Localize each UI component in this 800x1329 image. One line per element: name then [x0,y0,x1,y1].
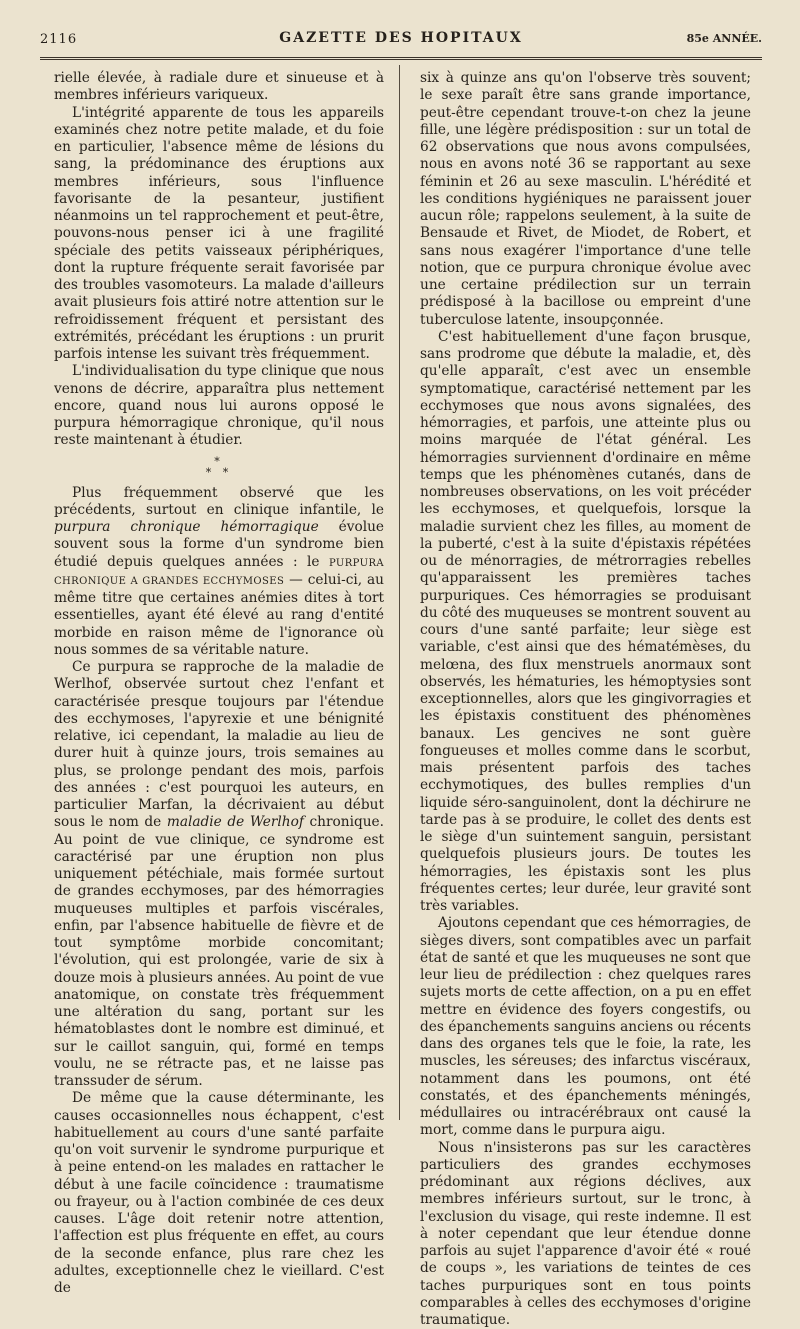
paragraph [54,485,384,660]
text-run: évolue souvent sous la forme d'un syndrome bien étudié depuis quelques années : le [54,519,384,570]
page-number: 2116 [40,32,77,47]
italic-term: maladie de Werlhof [167,814,304,830]
paragraph: Ajoutons cependant que ces hémorragies, de sièges divers, sont compatibles avec un parfait état de santé et que les muqueuses ne sont que leur lieu de prédilection : chez quelques rares sujets morts de cette affection, on a pu en effet mettre en évidence des foyers congestifs, ou des épanchements sanguins anciens ou récents dans des organes tels que le foie, la rate, les muscles, les séreuses; des infarctus viscéraux, notamment dans les poumons, ont été constatés, et des épanchements méningés, médullaires ou intracérébraux ont causé la mort, comme dans le purpura aigu. [420,915,751,1139]
journal-title: GAZETTE DES HOPITAUX [40,30,762,46]
year-label: 85e ANNÉE. [687,32,762,45]
right-column [420,70,751,1329]
paragraph: Nous n'insisterons pas sur les caractères particuliers des grandes ecchymoses prédominant aux régions déclives, aux membres inférieurs surtout, sur le tronc, à l'exclusion du visage, qui reste indemne. Il est à noter cependant que leur étendue donne parfois au sujet l'apparence d'avoir été « roué de coups », les variations de teintes de ces taches purpuriques sont en tous points comparables à celles des ecchymoses d'origine traumatique. [420,1140,751,1329]
column-divider [399,65,400,1120]
text-run: — celui-ci, au même titre que certaines anémies dites à tort essentielles, ayant été élevé au rang d'entité morbide en raison même de l'ignorance où nous sommes de sa véritable nature. [54,572,384,658]
paragraph: L'individualisation du type clinique que nous venons de décrire, apparaîtra plus nettement encore, quand nous lui aurons opposé le purpura hémorragique chronique, qu'il nous reste maintenant à étudier. [54,363,384,449]
asterism-bottom: * * [54,467,384,478]
text-run: chronique. Au point de vue clinique, ce syndrome est caractérisé par une éruption non plus uniquement pétéchiale, mais formée surtout de grandes ecchymoses, par des hémorragies muqueuses multiples et parfois viscérales, enfin, par l'absence habituelle de fièvre et de tout symptôme morbide concomitant; l'évolution, qui est prolongée, varie de six à douze mois à plusieurs années. Au point de vue anatomique, on constate très fréquemment une altération du sang, portant sur les hématoblastes dont le nombre est diminué, et sur le caillot sanguin, qui, formé en temps voulu, ne se rétracte pas, et ne laisse pas transsuder de sérum. [54,814,384,1089]
asterism-top: * [54,456,384,467]
small-caps-term: PURPURA CHRONIQUE A GRANDES ECCHYMOSES [54,558,384,587]
paragraph: rielle élevée, à radiale dure et sinueuse et à membres inférieurs variqueux. [54,70,384,105]
paragraph: De même que la cause déterminante, les causes occasionnelles nous échappent, c'est habituellement au cours d'une santé parfaite qu'on voit survenir le syndrome purpurique et à peine entend-on les malades en rattacher le début à une facile coïncidence : traumatisme ou frayeur, ou à l'action combinée de ces deux causes. L'âge doit retenir notre attention, l'affection est plus fréquente en effet, au cours de la seconde enfance, plus rare chez les adultes, exceptionnelle chez le vieillard. C'est de [54,1090,384,1297]
paragraph: L'intégrité apparente de tous les appareils examinés chez notre petite malade, et du foie en particulier, l'absence même de lésions du sang, la prédominance des éruptions aux membres inférieurs, sous l'influence favorisante de la pesanteur, justifient néanmoins un tel rapprochement et peut-être, pouvons-nous penser ici à une fragilité spéciale des petits vaisseaux périphériques, dont la rupture fréquente serait favorisée par des troubles vasomoteurs. La malade d'ailleurs avait plusieurs fois attiré notre attention sur le refroidissement fréquent et persistant des extrémités, précédant les éruptions : un prurit parfois intense les suivant très fréquemment. [54,105,384,364]
section-separator [54,456,384,478]
paragraph: C'est habituellement d'une façon brusque, sans prodrome que débute la maladie, et, dès qu'elle apparaît, c'est avec un ensemble symptomatique, caractérisé nettement par les ecchymoses que nous avons signalées, des hémorragies, et parfois, une atteinte plus ou moins marquée de l'état général. Les hémorragies surviennent d'ordinaire en même temps que les phénomènes cutanés, dans de nombreuses observations, on les voit précéder les ecchymoses, et quelquefois, lorsque la maladie survient chez les filles, au moment de la puberté, c'est à la suite d'épistaxis répétées ou de ménorragies, de métrorragies rebelles qu'apparaissent les premières taches purpuriques. Ces hémorragies se produisant du côté des muqueuses se montrent souvent au cours d'une santé parfaite; leur siège est variable, c'est ainsi que des hématémèses, du melœna, des flux menstruels anormaux sont observés, les hématuries, les hémoptysies sont exceptionnelles, alors que les gingivorragies et les épistaxis constituent des phénomènes banaux. Les gencives ne sont guère fongueuses et molles comme dans le scorbut, mais présentent parfois des taches ecchymotiques, des bulles remplies d'un liquide séro-sanguinolent, dont la déchirure ne tarde pas à se produire, le collet des dents est le siège d'un suintement sanguin, persistant quelquefois plusieurs jours. De toutes les hémorragies, les épistaxis sont les plus fréquentes certes; leur durée, leur gravité sont très variables. [420,329,751,916]
page-header [40,28,762,50]
text-run: Plus fréquemment observé que les précédents, surtout en clinique infantile, le [54,485,384,518]
paragraph [54,659,384,1090]
italic-term: purpura chronique hémorragique [54,519,319,535]
text-run: Ce purpura se rapproche de la maladie de Werlhof, observée surtout chez l'enfant et caractérisée presque toujours par l'étendue des ecchymoses, l'apyrexie et une bénignité relative, ici cependant, la maladie au lieu de durer huit à quinze jours, trois semaines au plus, se prolonge pendant des mois, parfois des années : c'est pourquoi les auteurs, en particulier Marfan, la décrivaient au début sous le nom de [54,659,384,830]
header-rule [40,57,762,60]
left-column [54,70,384,1297]
paragraph: six à quinze ans qu'on l'observe très souvent; le sexe paraît être sans grande importance, peut-être cependant trouve-t-on chez la jeune fille, une légère prédisposition : sur un total de 62 observations que nous avons compulsées, nous en avons noté 36 se rapportant au sexe féminin et 26 au sexe masculin. L'hérédité et les conditions hygiéniques ne paraissent jouer aucun rôle; rappelons seulement, à la suite de Bensaude et Rivet, de Miodet, de Robert, et sans nous exagérer l'importance d'une telle notion, que ce purpura chronique évolue avec une certaine prédilection sur un terrain prédisposé à la bacillose ou empreint d'une tuberculose latente, insoupçonnée. [420,70,751,329]
